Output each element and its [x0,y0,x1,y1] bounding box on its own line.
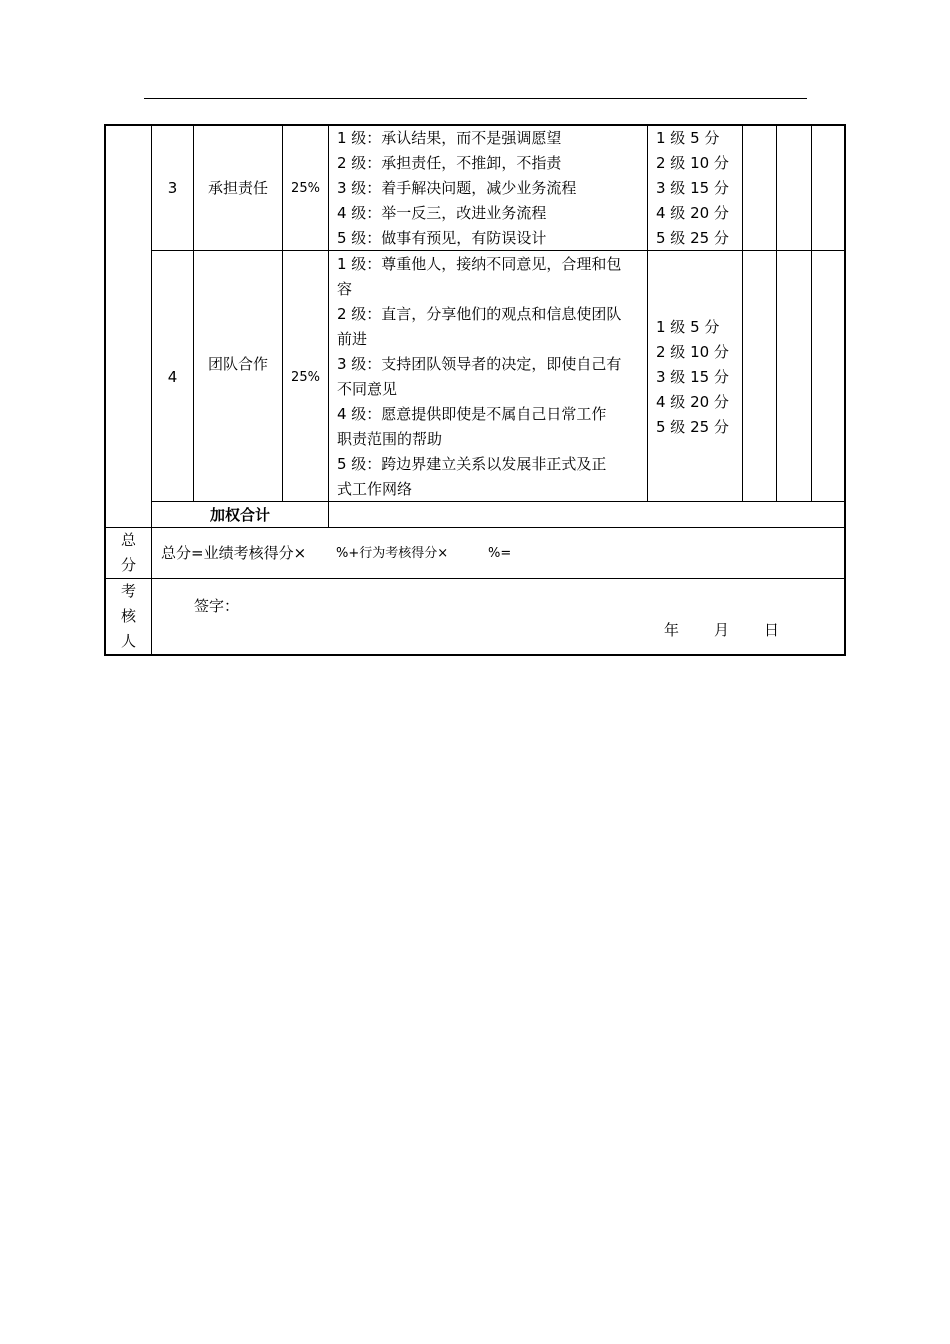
row-item-name: 团队合作 [207,355,268,373]
criteria-line: 3 级：支持团队领导者的决定，即使自己有 [337,355,622,373]
score-line: 3 级 15 分 [656,368,729,386]
criteria-line: 2 级：承担责任，不推卸，不指责 [337,154,562,172]
score-line: 2 级 10 分 [656,154,729,172]
criteria-line: 5 级：做事有预见，有防误设计 [337,229,547,247]
criteria-line: 1 级：承认结果，而不是强调愿望 [337,129,562,147]
criteria-line: 职责范围的帮助 [337,430,443,448]
score-line: 4 级 20 分 [656,204,729,222]
grid-line [776,126,777,502]
criteria-line: 容 [337,280,353,298]
row-weight: 25% [291,181,320,196]
row-weight: 25% [291,370,320,385]
header-rule [144,98,807,99]
score-line: 4 级 20 分 [656,393,729,411]
score-line: 3 级 15 分 [656,179,729,197]
total-label-char: 分 [120,556,136,574]
signature-label: 签字： [194,597,240,615]
row-item-name: 承担责任 [207,179,268,197]
criteria-line: 式工作网络 [337,480,413,498]
row-number: 4 [167,368,178,386]
reviewer-label-char: 考 [120,582,136,600]
date-year-label: 年 [664,621,680,639]
criteria-line: 不同意见 [337,380,398,398]
score-line: 5 级 25 分 [656,229,729,247]
total-label-char: 总 [120,531,136,549]
evaluation-table [104,124,846,656]
grid-line [647,126,648,502]
total-formula-part: 总分=业绩考核得分× [161,544,307,562]
criteria-line: 4 级：举一反三，改进业务流程 [337,204,547,222]
grid-line [742,126,743,502]
criteria-line: 前进 [337,330,368,348]
weighted-total-label: 加权合计 [209,506,270,524]
grid-line [151,528,152,656]
total-formula-part: %+行为考核得分× [336,546,449,561]
criteria-line: 2 级：直言，分享他们的观点和信息使团队 [337,305,622,323]
reviewer-label-char: 核 [120,607,136,625]
score-line: 1 级 5 分 [656,318,720,336]
total-formula-part: %= [488,546,512,561]
criteria-line: 1 级：尊重他人，接纳不同意见，合理和包 [337,255,622,273]
criteria-line: 5 级：跨边界建立关系以发展非正式及正 [337,455,607,473]
row-number: 3 [167,179,178,197]
grid-line [811,126,812,502]
criteria-line: 4 级：愿意提供即使是不属自己日常工作 [337,405,607,423]
grid-line [106,578,844,579]
grid-line [151,501,844,502]
score-line: 2 级 10 分 [656,343,729,361]
criteria-line: 3 级：着手解决问题，减少业务流程 [337,179,577,197]
score-line: 1 级 5 分 [656,129,720,147]
grid-line [328,126,329,528]
score-line: 5 级 25 分 [656,418,729,436]
date-month-label: 月 [714,621,730,639]
date-day-label: 日 [764,621,780,639]
reviewer-label-char: 人 [120,632,136,650]
